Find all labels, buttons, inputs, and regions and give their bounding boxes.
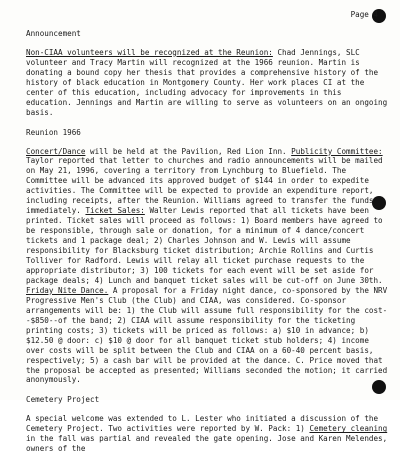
reunion-text-2: Taylor reported that letter to churches and radio announcements will be mailed on May 21, 1996, covering a territory from Lynchburg to Bluefield. The Committee will be advanced its approved budget of $144 in order to expedite activities. The Committee will be expected to provide an expenditure report, including receipts, after the Reunion. Williams agreed to transfer the funds immediately.	[26, 156, 383, 216]
announcement-paragraph	[26, 48, 388, 118]
cemetery-text-1: A special welcome was extended to L. Lester who initiated a discussion of the Cemetery Project. Two activities were reported by W. Pack: 1)	[26, 414, 379, 434]
reunion-paragraph	[26, 147, 388, 386]
reunion-publicity-label: Publicity Committee:	[291, 146, 383, 156]
announcement-underlined-lead: Non-CIAA volunteers will be recognized at the Reunion:	[26, 47, 273, 57]
cemetery-cleaning-label: Cemetery cleaning	[309, 424, 388, 434]
cemetery-text-2: in the fall was partial and revealed the gate opening. Jose and Karen Melendes, owners of the	[26, 434, 388, 454]
cemetery-paragraph	[26, 414, 388, 454]
reunion-text-3: Walter Lewis reported that all tickets have been printed. Ticket sales will proceed as follows: 1) Board members have agreed to be responsible, through sale or donation, for a minimum of 4 dance/concert tickets and 1 package deal; 2) Charles Johnson and W. Lewis will assume responsibility for Blacksburg ticket distribution; Archie Rollins and Curtis Tolliver for Radford. Lewis will relay all ticket purchase requests to the appropriate distributor; 3) 100 tickets for each event will be set aside for package deals; 4) Lunch and banquet ticket sales will be cut-off on June 30th.	[26, 206, 383, 285]
reunion-text-1: will be held at the Pavilion, Red Lion Inn.	[85, 146, 292, 156]
reunion-text-4: A proposal for a Friday night dance, co-sponsored by the NRV Progressive Men's Club (the Club) and CIAA, was considered. Co-sponsor arrangements will be: 1) the Club will assume full responsibility for the cost--$850--of the band; 2) CIAA will assume responsibility for the ticketing printing costs; 3) tickets will be priced as follows: a) $10 in advance; b) $12.50 @ door: c) $10 @ door for all banquet ticket stub holders; 4) income over costs will be split between the Club and CIAA on a 60-40 percent basis, respectively; 5) a cash bar will be provided at the dance. C. Price moved that the proposal be accepted as presented; Williams seconded the motion; it carried anonymously.	[26, 285, 388, 385]
announcement-heading: Announcement	[26, 28, 81, 38]
reunion-heading: Reunion 1966	[26, 127, 81, 137]
cemetery-heading: Cemetery Project	[26, 395, 100, 405]
reunion-ticket-sales-label: Ticket Sales:	[85, 206, 145, 216]
reunion-friday-dance-label: Friday Nite Dance.	[26, 285, 109, 295]
announcement-text: Chad Jennings, SLC volunteer and Tracy Martin will recognized at the 1966 reunion. Martin is donating a bound copy her thesis that provides a comprehensive history of the history of black education in Montgomery County. Her work places CI at the center of this education, including advocacy for improvements in this education. Jennings and Martin are willing to serve as volunteers on an ongoing basis.	[26, 47, 388, 117]
document-body	[26, 2, 388, 454]
reunion-concert-dance-label: Concert/Dance	[26, 146, 86, 156]
page-number: Page 4	[350, 10, 378, 19]
